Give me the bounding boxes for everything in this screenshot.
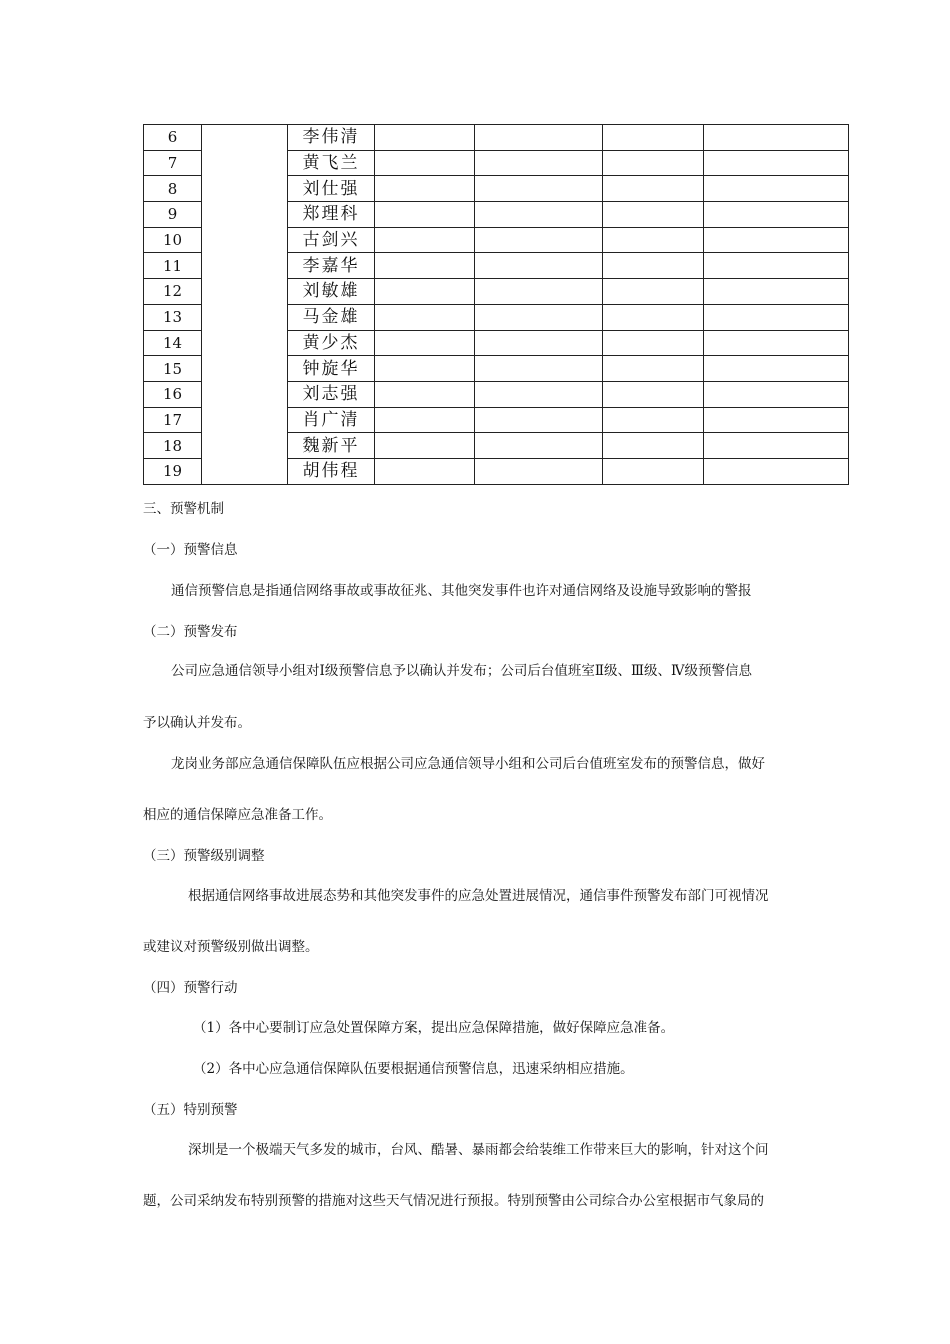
name-cell: 刘敏雄 bbox=[288, 279, 375, 305]
empty-cell bbox=[704, 458, 849, 484]
empty-cell bbox=[603, 202, 704, 228]
empty-cell bbox=[375, 433, 475, 459]
empty-cell bbox=[375, 381, 475, 407]
row-number-cell: 12 bbox=[144, 279, 202, 305]
empty-cell bbox=[704, 381, 849, 407]
subsection-4-item-2: （2）各中心应急通信保障队伍要根据通信预警信息，迅速采纳相应措施。 bbox=[193, 1061, 634, 1077]
empty-cell bbox=[704, 227, 849, 253]
empty-cell bbox=[603, 227, 704, 253]
row-number-cell: 6 bbox=[144, 125, 202, 151]
subsection-2-paragraph-1-line-1: 公司应急通信领导小组对Ⅰ级预警信息予以确认并发布；公司后台值班室Ⅱ级、Ⅲ级、Ⅳ级预警信息 bbox=[171, 663, 753, 679]
empty-cell bbox=[475, 458, 603, 484]
empty-cell bbox=[375, 356, 475, 382]
empty-cell bbox=[603, 458, 704, 484]
name-cell: 马金雄 bbox=[288, 304, 375, 330]
name-cell: 刘仕强 bbox=[288, 176, 375, 202]
name-cell: 黄飞兰 bbox=[288, 150, 375, 176]
subsection-4-item-1: （1）各中心要制订应急处置保障方案，提出应急保障措施，做好保障应急准备。 bbox=[193, 1020, 675, 1036]
row-number-cell: 19 bbox=[144, 458, 202, 484]
empty-cell bbox=[704, 279, 849, 305]
empty-cell bbox=[704, 150, 849, 176]
name-cell: 郑理科 bbox=[288, 202, 375, 228]
row-number-cell: 16 bbox=[144, 381, 202, 407]
row-number-cell: 17 bbox=[144, 407, 202, 433]
empty-cell bbox=[603, 253, 704, 279]
empty-cell bbox=[603, 304, 704, 330]
name-cell: 古剑兴 bbox=[288, 227, 375, 253]
empty-cell bbox=[475, 227, 603, 253]
empty-cell bbox=[375, 150, 475, 176]
empty-cell bbox=[603, 330, 704, 356]
empty-cell bbox=[704, 304, 849, 330]
subsection-5-paragraph-line-2: 题，公司采纳发布特别预警的措施对这些天气情况进行预报。特别预警由公司综合办公室根据市气象局的 bbox=[143, 1193, 764, 1209]
empty-cell bbox=[603, 150, 704, 176]
row-number-cell: 14 bbox=[144, 330, 202, 356]
subsection-2-paragraph-2-line-2: 相应的通信保障应急准备工作。 bbox=[143, 807, 332, 823]
empty-cell bbox=[475, 356, 603, 382]
empty-cell bbox=[603, 176, 704, 202]
name-cell: 钟旋华 bbox=[288, 356, 375, 382]
empty-cell bbox=[375, 407, 475, 433]
empty-cell bbox=[475, 407, 603, 433]
empty-cell bbox=[475, 433, 603, 459]
subsection-3-title: （三）预警级别调整 bbox=[143, 848, 265, 864]
name-cell: 魏新平 bbox=[288, 433, 375, 459]
name-cell: 李嘉华 bbox=[288, 253, 375, 279]
empty-cell bbox=[704, 125, 849, 151]
empty-cell bbox=[603, 279, 704, 305]
name-cell: 肖广清 bbox=[288, 407, 375, 433]
subsection-3-paragraph-line-2: 或建议对预警级别做出调整。 bbox=[143, 939, 319, 955]
empty-cell bbox=[375, 227, 475, 253]
empty-cell bbox=[603, 407, 704, 433]
subsection-2-paragraph-2-line-1: 龙岗业务部应急通信保障队伍应根据公司应急通信领导小组和公司后台值班室发布的预警信息，做好 bbox=[171, 756, 765, 772]
row-number-cell: 8 bbox=[144, 176, 202, 202]
row-number-cell: 10 bbox=[144, 227, 202, 253]
empty-cell bbox=[375, 330, 475, 356]
empty-cell bbox=[704, 433, 849, 459]
empty-cell bbox=[475, 304, 603, 330]
subsection-5-paragraph-line-1: 深圳是一个极端天气多发的城市，台风、酷暑、暴雨都会给装维工作带来巨大的影响，针对这个问 bbox=[188, 1142, 769, 1158]
name-cell: 胡伟程 bbox=[288, 458, 375, 484]
row-number-cell: 13 bbox=[144, 304, 202, 330]
empty-cell bbox=[475, 279, 603, 305]
row-number-cell: 7 bbox=[144, 150, 202, 176]
empty-cell bbox=[375, 253, 475, 279]
empty-cell bbox=[375, 125, 475, 151]
empty-cell bbox=[475, 150, 603, 176]
empty-cell bbox=[704, 356, 849, 382]
subsection-1-paragraph: 通信预警信息是指通信网络事故或事故征兆、其他突发事件也许对通信网络及设施导致影响的警报 bbox=[171, 583, 752, 599]
subsection-5-title: （五）特别预警 bbox=[143, 1102, 238, 1118]
empty-cell bbox=[375, 176, 475, 202]
empty-cell bbox=[475, 125, 603, 151]
empty-cell bbox=[603, 356, 704, 382]
row-number-cell: 11 bbox=[144, 253, 202, 279]
name-cell: 李伟清 bbox=[288, 125, 375, 151]
table-row bbox=[144, 125, 849, 151]
empty-cell bbox=[475, 176, 603, 202]
empty-cell bbox=[704, 202, 849, 228]
empty-cell bbox=[375, 458, 475, 484]
empty-cell bbox=[375, 202, 475, 228]
personnel-table bbox=[143, 124, 849, 485]
subsection-2-title: （二）预警发布 bbox=[143, 624, 238, 640]
subsection-1-title: （一）预警信息 bbox=[143, 542, 238, 558]
empty-cell bbox=[375, 279, 475, 305]
empty-cell bbox=[704, 330, 849, 356]
empty-cell bbox=[704, 407, 849, 433]
row-number-cell: 18 bbox=[144, 433, 202, 459]
empty-cell bbox=[475, 330, 603, 356]
subsection-3-paragraph-line-1: 根据通信网络事故进展态势和其他突发事件的应急处置进展情况，通信事件预警发布部门可视情况 bbox=[188, 888, 769, 904]
empty-cell bbox=[704, 176, 849, 202]
empty-cell bbox=[603, 381, 704, 407]
empty-cell bbox=[475, 381, 603, 407]
subsection-2-paragraph-1-line-2: 予以确认并发布。 bbox=[143, 715, 251, 731]
name-cell: 黄少杰 bbox=[288, 330, 375, 356]
empty-cell bbox=[475, 202, 603, 228]
subsection-4-title: （四）预警行动 bbox=[143, 980, 238, 996]
name-cell: 刘志强 bbox=[288, 381, 375, 407]
empty-cell bbox=[603, 433, 704, 459]
empty-cell bbox=[704, 253, 849, 279]
empty-cell bbox=[475, 253, 603, 279]
empty-cell bbox=[375, 304, 475, 330]
row-number-cell: 15 bbox=[144, 356, 202, 382]
section-3-title: 三、预警机制 bbox=[143, 501, 224, 517]
row-number-cell: 9 bbox=[144, 202, 202, 228]
empty-cell bbox=[603, 125, 704, 151]
merged-group-cell bbox=[202, 125, 288, 485]
